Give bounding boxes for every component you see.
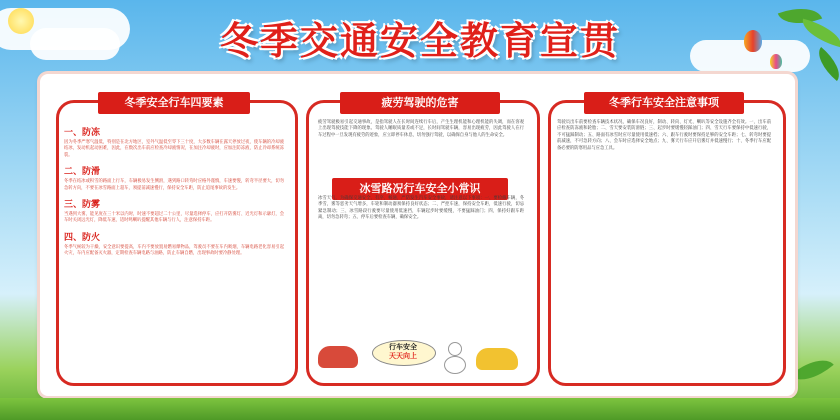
section-fire-prevention — [64, 230, 284, 258]
precautions-text: 驾驶员出车前要检查车辆技术状况，确保车况良好，制动、转向、灯光、喇叭等安全设施齐全有效。一、出车前应检查防冻液和轮胎；二、雪天要安装防滑链；三、起步时要缓慢轻踩油门；四、雪天行车要保持中低速行驶，不可猛踩制动；五、路面有冰雪时应尽量使用低速档；六、跟车行驶时要保持足够的安全车距；七、转弯时要提前减速，不可急转方向；八、会车时应选择安全地点；九、雾天行车应开启雾灯并低速慢行；十、冬季行车应配备必要的防寒用品与应急工具。 — [557, 120, 771, 151]
section-title: 二、防滑 — [64, 167, 101, 178]
cartoon-illustration — [314, 336, 528, 376]
section-anti-skid — [64, 164, 284, 192]
car-icon — [476, 348, 518, 370]
section-text: 因为冬季严寒气温低，特别是在北方地区，室外气温低至零下三十度，大多数车辆在露天停放过夜，使车辆的冷却液结冰，发动机起动困难，因此，在数次出车前应检查冷却液情况，在加注冷却液时，应加注防冻液，防止冷却系统冻裂。 — [64, 140, 284, 158]
fatigue-text: 疲劳驾驶极易引起交通事故，是指驾驶人在长时间连续行车后，产生生理机能和心理机能的失调，而在客观上出现驾驶技能下降的现象。驾驶人睡眠质量差或不足，长时间驾驶车辆，容易出现疲劳，因此驾驶人在行车过程中一旦发现有疲劳的迹象，应立即停车休息，切勿强行驾驶，以确保自身与他人的生命安全。 — [318, 120, 524, 138]
fatigue-driving-content — [318, 120, 524, 139]
snow-road-content — [318, 196, 524, 222]
section-text: 冬季气候较为干燥，安全意识要提高，车内不要放置易燃易爆物品，驾驶员不要在车内吸烟，车辆电路老化容易引起火灾，车内应配备灭火器，定期检查车辆电路与油路，防止车辆自燃，出现事故时要冷静处理。 — [64, 244, 284, 257]
panel-heading: 冬季行车安全注意事项 — [584, 92, 744, 114]
section-text: 冬季在结冰或积雪的路面上行车，车辆极易发生侧滑，遇到路口转弯时应格外谨慎，车速要慢，转弯半径要大，切勿急转方向，不要在冰雪路面上超车，须提前减速慢行，保持安全车距，防止追尾事故的发生。 — [64, 179, 284, 191]
section-anti-freeze — [64, 125, 284, 159]
caption-daily: 天天向上 — [389, 352, 417, 360]
section-anti-fog — [64, 197, 284, 225]
panel-heading: 疲劳驾驶的危害 — [340, 92, 500, 114]
car-icon — [318, 346, 358, 368]
snow-road-text: 冰雪天气，为确保交通安全，有序，畅通，严防发生汽车安全事故，请注意以下事项：一、要检修车辆，冬季雪，雾等恶劣天气增多，车轮和制动器须保持良好状态；二、严控车速，保持安全车距，低速行驶，切忌紧急制动；三、冰雪路段行驶要尽量使用低速挡，车辆起步时要缓慢，不要猛踩油门；四、保持好跟车距离，切勿急转弯；五、停车后要检查车辆，确保安全。 — [318, 196, 524, 221]
section-title: 一、防冻 — [64, 128, 101, 138]
caption-safety: 行车安全 — [389, 343, 417, 351]
section-title: 三、防雾 — [64, 200, 101, 211]
grass-decoration — [0, 398, 840, 420]
section-title: 四、防火 — [64, 232, 101, 243]
panel-heading: 冰雪路况行车安全小常识 — [332, 178, 508, 200]
section-text: 当遇到大雾，能见度在三十米以内时，时速不要超过二十公里，尽量选择停车，应打开防雾灯、近光灯和示廓灯，会车时关闭远光灯，降低车速，适时鸣喇叭提醒其他车辆与行人，注意保持车距。 — [64, 212, 284, 224]
panel-heading: 冬季安全行车四要素 — [98, 92, 250, 114]
snowman-icon — [444, 342, 466, 372]
precautions-content — [557, 120, 771, 152]
four-elements-content — [64, 120, 284, 258]
page-title: 冬季交通安全教育宣贯 — [219, 19, 620, 63]
